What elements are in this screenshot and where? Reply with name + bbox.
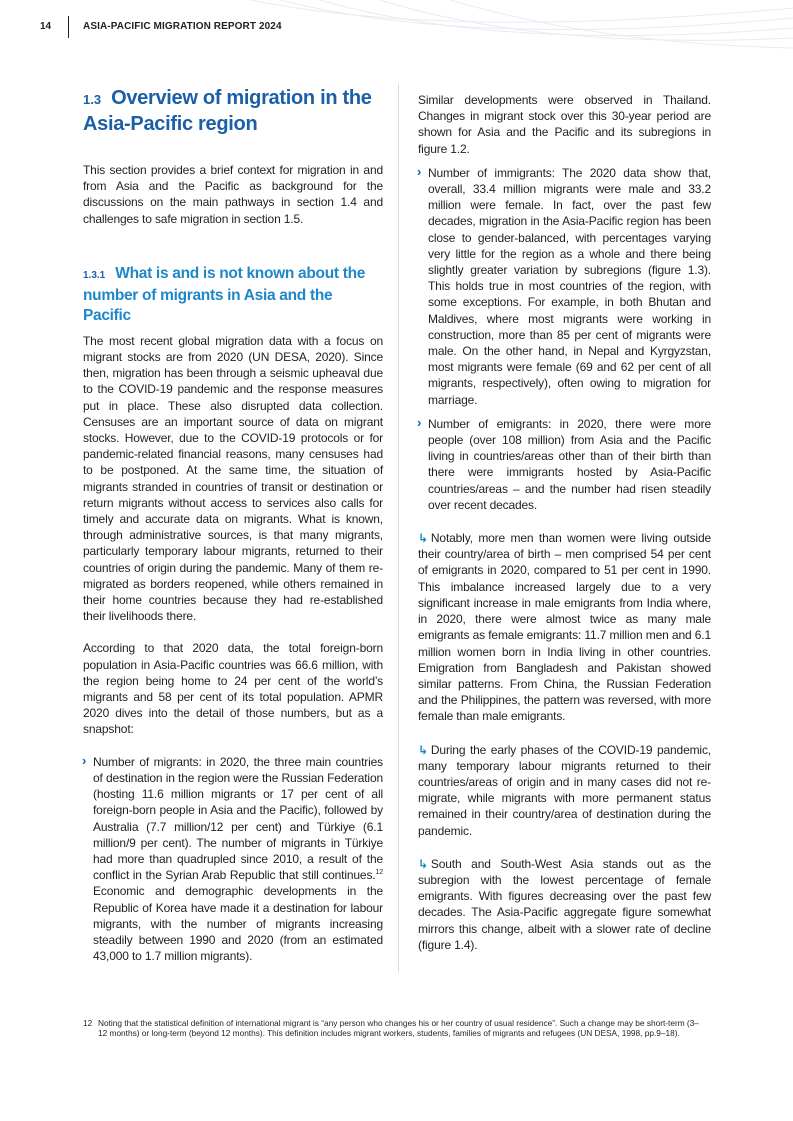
hook-arrow-icon: ↳ <box>418 856 428 871</box>
sub-point-text: South and South-West Asia stands out as the subregion with the lowest percentage of female emigrants. With figures decreasing over the past few decades. The Asia-Pacific aggregate figure somewhat mirrors this change, albeit with a slower rate of decline (figure 1.4). <box>418 856 711 952</box>
section-number: 1.3 <box>83 92 102 107</box>
column-divider <box>398 84 399 972</box>
right-column <box>418 92 711 953</box>
bullet-migrants-text-a: Number of migrants: in 2020, the three main countries of destination in the region were the Russian Federation (hosting 11.6 million migrants or 17 per cent of all foreign-born people in Asia and the Pacific), followed by Australia (7.7 million/12 per cent) and Türkiye (6.1 million/9 per cent). The number of migrants in Türkiye had more than quadrupled since 2010, a result of the conflict in the Syrian Arab Republic that still continues. <box>93 754 383 883</box>
bullet-number-of-migrants <box>83 754 383 965</box>
section-title: Overview of migration in the Asia-Pacific region <box>83 87 372 135</box>
running-title: ASIA-PACIFIC MIGRATION REPORT 2024 <box>83 21 282 32</box>
footnote-reference[interactable]: 12 <box>375 869 383 877</box>
bullet-emigrants-text: Number of emigrants: in 2020, there were more people (over 108 million) from Asia and the Pacific living in countries/areas other than of their birth than there were immigrants hosted by Asia-Pacific countries/areas – and the number had risen steadily over recent decades. <box>428 416 711 512</box>
subsection-paragraph-1: The most recent global migration data with a focus on migrant stocks are from 2020 (UN DESA, 2020). Since then, migration has been through a seismic upheaval due to the COVID-19 pandemic and the response measures put in place. These also disrupted data collection. Censuses are an important source of data on migrant stocks. However, due to the COVID-19 protocols or for pandemic-related financial reasons, many censuses had to be postponed. At the same time, the situation of migrants stranded in countries of transit or destination or return migrants without access to services also calls for timely and accurate data on migrants. What is known, through administrative sources, is that many migrants, particularly temporary labour migrants, returned to their countries of origin during the pandemic. Many of them re-migrated as borders reopened, while others remained in their home countries because they had re-established their livelihoods there. <box>83 333 383 624</box>
sub-point-gender-emigrants <box>418 530 711 724</box>
hook-arrow-icon: ↳ <box>418 531 428 546</box>
subsection-heading <box>83 264 383 326</box>
footnote-number: 12 <box>83 1018 93 1028</box>
chevron-right-icon: › <box>82 752 87 768</box>
hook-arrow-icon: ↳ <box>418 742 428 757</box>
subsection-number: 1.3.1 <box>83 269 106 281</box>
chevron-right-icon: › <box>417 414 422 430</box>
header-divider <box>68 16 69 38</box>
bullet-number-of-emigrants <box>418 416 711 513</box>
bullet-migrants-text-b: Economic and demographic developments in the Republic of Korea have made it a destination for labour migrants, with the number of migrants increasing steadily between 1990 and 2020 (from an estimated 43,000 to 1.7 million migrants). <box>93 884 383 964</box>
bullet-immigrants-text: Number of immigrants: The 2020 data show that, overall, 33.4 million migrants were male and 33.2 million were female. In fact, over the past few decades, migration in the Asia-Pacific region has been close to gender-balanced, with percentages varying very little for the region as a whole and there being slightly greater variation by subregions (figure 1.3). This holds true in most countries of the region, with some exceptions. For example, in both Bhutan and Maldives, where most migrants were working in construction, more than 85 per cent of migrants were male. On the other hand, in Nepal and Kyrgyzstan, most migrants were female (69 and 62 per cent of all migrants, respectively), often owing to migration for marriage. <box>428 165 711 407</box>
sub-point-covid-return <box>418 742 711 839</box>
page-number: 14 <box>40 21 52 32</box>
subsection-paragraph-2: According to that 2020 data, the total foreign-born population in Asia-Pacific countries was 66.6 million, with the region being home to 24 per cent of the world’s migrants and 58 per cent of its total population. APMR 2020 dives into the detail of those numbers, but as a snapshot: <box>83 641 383 737</box>
chevron-right-icon: › <box>417 163 422 179</box>
left-column <box>83 86 383 964</box>
bullet-migrants-continuation: Similar developments were observed in Thailand. Changes in migrant stock over this 30-year period are shown for Asia and the Pacific and its subregions in figure 1.2. <box>418 93 711 156</box>
bullet-number-of-immigrants <box>418 165 711 408</box>
section-heading <box>83 86 383 136</box>
sub-point-text: During the early phases of the COVID-19 pandemic, many temporary labour migrants returned to their countries/areas of origin and in many cases did not re-migrate, while migrants with more permanent status remained in their country/area of destination during the pandemic. <box>418 742 711 838</box>
sub-point-south-west-asia <box>418 856 711 953</box>
subsection-title: What is and is not known about the number of migrants in Asia and the Pacific <box>83 264 366 324</box>
footnote-text: Noting that the statistical definition of international migrant is “any person who changes his or her country of usual residence”. Such a change may be short-term (3–12 months) or long-term (beyond 12 months). This definition includes migrant workers, students, families of migrants and refugees (UN DESA, 1998, pp.9–18). <box>98 1018 699 1039</box>
footnote <box>83 1018 708 1038</box>
sub-point-text: Notably, more men than women were living outside their country/area of birth – men comprised 54 per cent of emigrants in 2020, compared to 51 per cent in 1990. This imbalance increased largely due to a very significant increase in male emigrants from India where, in 2020, there were almost twice as many male emigrants as female emigrants: 11.7 million men and 6.1 million women born in India living in other countries. Emigration from Bangladesh and Pakistan showed similar patterns. From China, the Russian Federation and the Philippines, the pattern was reversed, with more female than male emigrants. <box>418 531 711 724</box>
section-intro: This section provides a brief context for migration in and from Asia and the Pacific as background for the discussions on the main pathways in section 1.4 and challenges to safe migration in section 1.5. <box>83 163 383 226</box>
